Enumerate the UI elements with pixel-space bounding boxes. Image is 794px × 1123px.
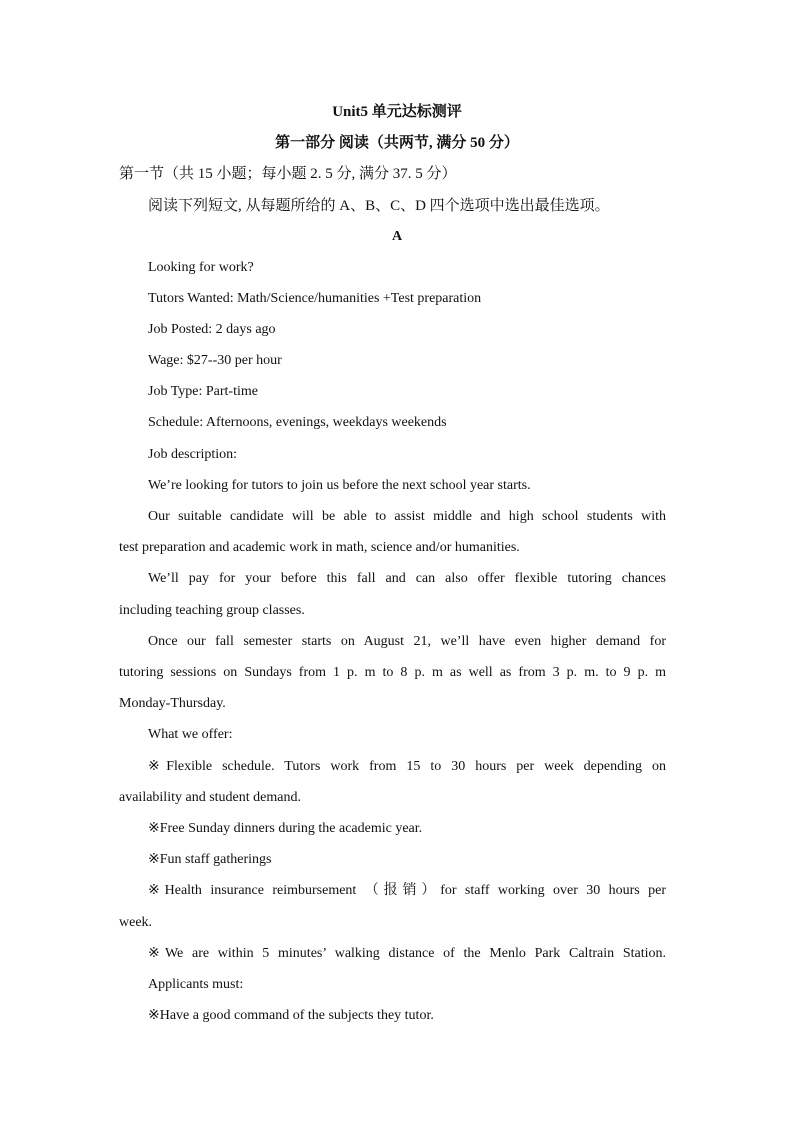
wage: Wage: $27--30 per hour — [148, 353, 282, 368]
list-item-continuation: availability and student demand. — [119, 790, 301, 805]
list-item: ※Fun staff gatherings — [148, 852, 272, 867]
paragraph-line: Monday-Thursday. — [119, 696, 226, 711]
applicants-must-label: Applicants must: — [148, 977, 244, 992]
job-description-label: Job description: — [148, 447, 238, 462]
list-item: ※Flexible schedule. Tutors work from 15 to 30 hours per week depending on — [148, 759, 666, 774]
paragraph-line: We’re looking for tutors to join us before the next school year starts. — [148, 478, 531, 493]
schedule: Schedule: Afternoons, evenings, weekdays weekends — [148, 415, 447, 430]
ad-headline: Looking for work? — [148, 260, 254, 275]
list-item: ※Health insurance reimbursement （报销）for staff working over 30 hours per — [148, 883, 666, 898]
list-item: ※Free Sunday dinners during the academic year. — [148, 821, 423, 836]
what-we-offer-label: What we offer: — [148, 727, 233, 742]
instructions: 阅读下列短文, 从每题所给的 A、B、C、D 四个选项中选出最佳选项。 — [148, 198, 610, 214]
paragraph-line: Once our fall semester starts on August 21, we’ll have even higher demand for — [148, 634, 666, 649]
list-item-continuation: week. — [119, 915, 153, 930]
job-posted: Job Posted: 2 days ago — [148, 322, 276, 337]
passage-label: A — [391, 229, 403, 244]
part-heading: 第一部分 阅读（共两节, 满分 50 分） — [275, 135, 519, 151]
paragraph-line: test preparation and academic work in math, science and/or humanities. — [119, 540, 520, 555]
ad-subjects: Tutors Wanted: Math/Science/humanities +Test preparation — [148, 291, 482, 306]
paragraph-line: We’ll pay for your before this fall and can also offer flexible tutoring chances — [148, 571, 666, 586]
section-heading: 第一节（共 15 小题；每小题 2. 5 分, 满分 37. 5 分） — [119, 166, 457, 182]
list-item: ※Have a good command of the subjects they tutor. — [148, 1008, 434, 1023]
paragraph-line: tutoring sessions on Sundays from 1 p. m to 8 p. m as well as from 3 p. m. to 9 p. m — [119, 665, 666, 680]
paragraph-line: including teaching group classes. — [119, 603, 305, 618]
paragraph-line: Our suitable candidate will be able to assist middle and high school students with — [148, 509, 666, 524]
list-item: ※We are within 5 minutes’ walking distance of the Menlo Park Caltrain Station. — [148, 946, 666, 961]
job-type: Job Type: Part-time — [148, 384, 258, 399]
unit-title: Unit5 单元达标测评 — [332, 104, 462, 120]
